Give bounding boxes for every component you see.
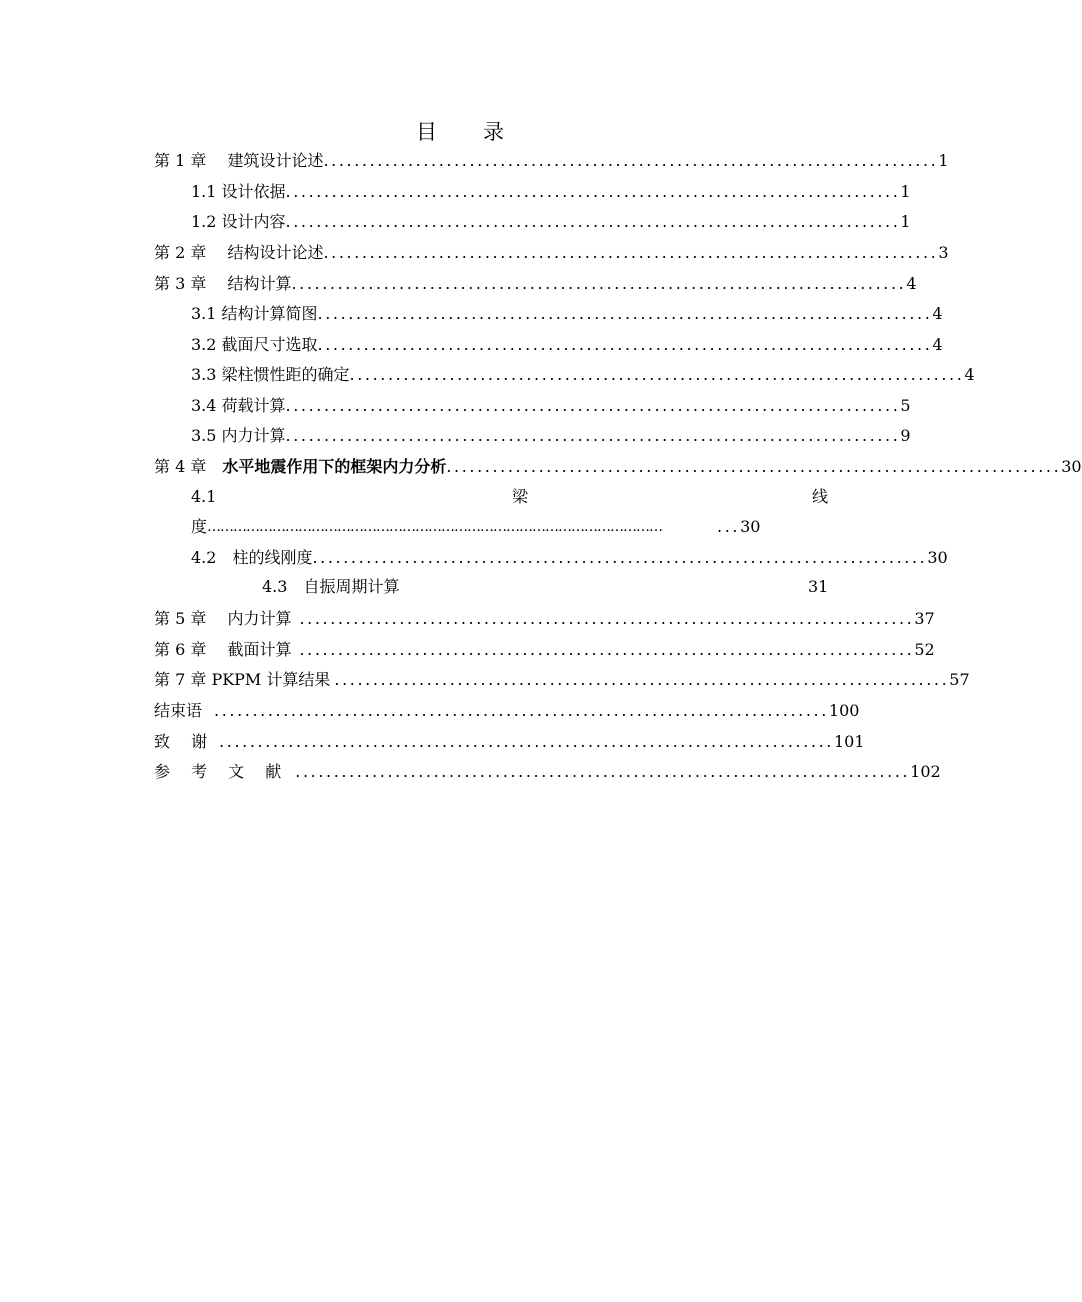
toc-entry xyxy=(154,634,935,660)
toc-entry-page: 1 xyxy=(900,182,911,201)
toc-entry-page: 37 xyxy=(914,609,935,628)
toc-entry-page: 4 xyxy=(906,274,917,293)
toc-entry-label-bold: 水平地震作用下的框架内力分析 xyxy=(222,457,447,476)
toc-title-right: 录 xyxy=(483,120,504,144)
toc-entry-label-prefix: 第 4 章 xyxy=(154,457,223,476)
toc-entry xyxy=(154,756,941,782)
toc-entry-page: 100 xyxy=(828,701,860,720)
toc-entry-page: 3 xyxy=(938,243,949,262)
toc-entry xyxy=(191,420,911,446)
toc-title xyxy=(0,116,920,146)
toc-entry-label: 结束语 xyxy=(154,701,203,720)
toc-entry-label: 第 6 章 截面计算 xyxy=(154,640,292,659)
toc-entry xyxy=(154,268,917,294)
toc-entry-word: 线 xyxy=(812,487,829,506)
toc-entry xyxy=(154,145,949,171)
toc-entry xyxy=(191,390,911,416)
toc-entry-number: 4.1 xyxy=(191,487,217,506)
toc-entry-label: 4.3 自振周期计算 xyxy=(262,577,400,596)
toc-entry-label: 第 2 章 结构设计论述 xyxy=(154,243,324,262)
toc-entry-label: 致 谢 xyxy=(154,732,208,751)
toc-entry xyxy=(191,176,911,202)
toc-entry-page: 30 xyxy=(927,548,948,567)
toc-entry xyxy=(154,451,1082,477)
toc-entry xyxy=(154,695,860,721)
toc-leader: ................................................................................ xyxy=(349,365,965,384)
toc-leader: ................................................................................ xyxy=(285,426,901,445)
toc-entry-label: 3.5 内力计算 xyxy=(191,426,286,445)
toc-entry-page: 9 xyxy=(900,426,911,445)
toc-entry xyxy=(191,298,943,324)
toc-entry-page: 102 xyxy=(910,762,941,781)
toc-entry-label: 第 1 章 建筑设计论述 xyxy=(154,151,324,170)
toc-entry-page: 1 xyxy=(900,212,911,231)
toc-entry-page: 30 xyxy=(740,517,761,536)
toc-entry xyxy=(191,542,948,568)
toc-entry-label: 3.4 荷载计算 xyxy=(191,396,286,415)
toc-leader: ................................................................................ xyxy=(323,243,939,262)
toc-entry-page: 4 xyxy=(964,365,975,384)
toc-leader: ... xyxy=(717,517,741,536)
toc-entry-word: 梁 xyxy=(512,487,529,506)
toc-entry-label: 第 7 章 PKPM 计算结果 xyxy=(154,670,331,689)
toc-leader: ................................................................................ xyxy=(214,701,829,720)
toc-entry-label: 第 5 章 内力计算 xyxy=(154,609,292,628)
toc-entry-label: 1.1 设计依据 xyxy=(191,182,286,201)
toc-entry-label: 3.3 梁柱惯性距的确定 xyxy=(191,365,350,384)
toc-entry xyxy=(154,726,865,752)
toc-entry xyxy=(191,206,911,232)
toc-leader: ................................................................................ xyxy=(299,609,915,628)
toc-leader: ................................................................................ xyxy=(291,274,907,293)
toc-leader: ................................................................................ xyxy=(323,151,939,170)
toc-entry-page: 1 xyxy=(938,151,949,170)
toc-leader: ................................................................................ xyxy=(446,457,1062,476)
toc-entry-label: 4.2 柱的线刚度 xyxy=(191,548,313,567)
toc-entry-label: 参 考 文 献 xyxy=(154,762,290,781)
toc-entry-page: 30 xyxy=(1061,457,1082,476)
toc-leader: ................................................................................ xyxy=(285,212,901,231)
toc-title-left: 目 xyxy=(416,120,437,144)
toc-entry-label: 3.2 截面尺寸选取 xyxy=(191,335,318,354)
toc-entry-word: 度 xyxy=(191,517,208,536)
toc-leader: ................................................................................ xyxy=(299,640,915,659)
toc-leader: ................................................................................ xyxy=(312,548,928,567)
toc-entry xyxy=(191,329,943,355)
toc-entry-page: 31 xyxy=(808,577,829,596)
toc-entry-label: 3.1 结构计算简图 xyxy=(191,304,318,323)
toc-entry-page: 52 xyxy=(914,640,935,659)
toc-entry-label: 第 3 章 结构计算 xyxy=(154,274,292,293)
toc-leader: ................................................................................ xyxy=(295,762,911,781)
toc-leader: …………………………………………………………………………………………… xyxy=(207,519,663,535)
toc-entry-page: 57 xyxy=(949,670,970,689)
toc-entry xyxy=(191,359,975,385)
toc-entry-label: 1.2 设计内容 xyxy=(191,212,286,231)
toc-leader: ................................................................................ xyxy=(285,182,901,201)
toc-entry xyxy=(154,603,935,629)
toc-entry-continuation xyxy=(191,517,771,537)
toc-entry xyxy=(154,237,949,263)
toc-entry xyxy=(154,664,970,690)
toc-leader: ................................................................................ xyxy=(317,335,933,354)
toc-entry-page: 4 xyxy=(932,304,943,323)
toc-entry-page: 101 xyxy=(833,732,865,751)
toc-leader: ................................................................................ xyxy=(334,670,950,689)
toc-entry-page: 4 xyxy=(932,335,943,354)
toc-entry-page: 5 xyxy=(900,396,911,415)
toc-leader: ................................................................................ xyxy=(285,396,901,415)
toc-leader: ................................................................................ xyxy=(317,304,933,323)
toc-leader: ................................................................................ xyxy=(219,732,834,751)
